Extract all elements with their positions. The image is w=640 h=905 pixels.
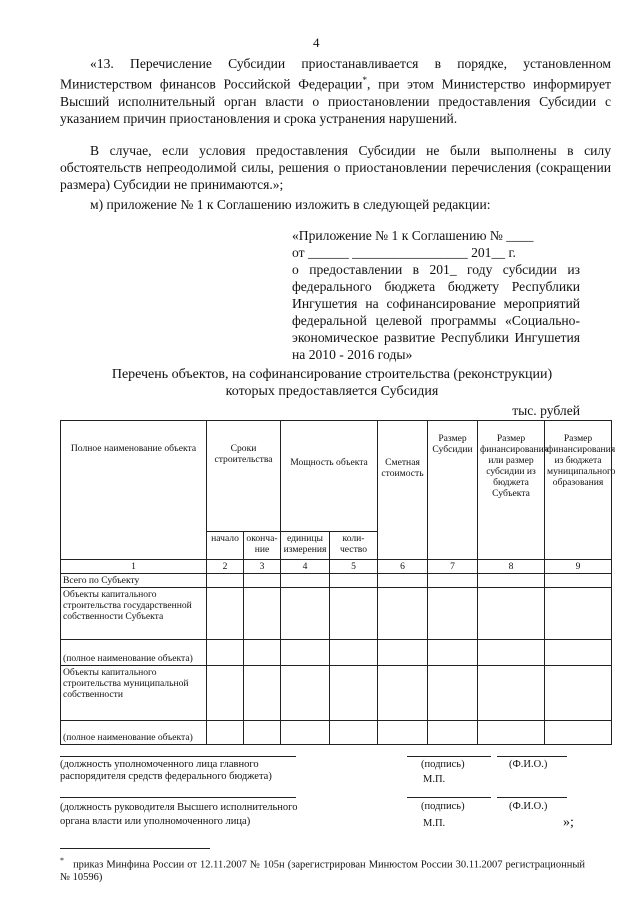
paragraph-m: м) приложение № 1 к Соглашению изложить в следующей редакции:	[90, 197, 491, 212]
table-row	[61, 640, 612, 666]
column-number: 5	[330, 560, 378, 574]
footnote-separator	[60, 848, 210, 849]
signature-sign-1: (подпись)	[421, 759, 465, 770]
footnote-mark: *	[362, 75, 367, 85]
table-title: Перечень объектов, на софинансирование строительства (реконструкции) которых предоставляется Субсидия	[111, 367, 553, 399]
signature-line-sign-2	[407, 797, 491, 798]
table-row	[61, 666, 612, 721]
header-cost: Сметная стоимость	[378, 421, 428, 560]
header-capacity: Мощность объекта	[281, 421, 378, 532]
footnote-text: приказ Минфина России от 12.11.2007 № 105н (зарегистрирован Минюстом России 30.11.2007 регистрационный № 10596)	[60, 859, 586, 883]
header-fin-municipal: Размер финансирования из бюджета муниципального образования	[545, 421, 612, 560]
column-numbers-row	[61, 560, 612, 574]
closing-quote: »;	[563, 815, 574, 830]
row-municipal-objects-label: Объекты капитального строительства муниципальной собственности	[61, 666, 207, 721]
appendix-line-1: «Приложение № 1 к Соглашению № ____	[292, 228, 534, 243]
column-number: 9	[545, 560, 612, 574]
appendix-line-3: о предоставлении в 201_ году субсидии из федерального бюджета бюджету Республики Ингушетия на софинансирование мероприятий федеральной целевой программы «Социально-экономическое развитие Республики Ингушетия на 2010 - 2016 годы»	[292, 262, 580, 362]
stamp-place-1: М.П.	[423, 774, 446, 785]
header-fin-subject: Размер финансирования или размер субсидии из бюджета Субъекта	[478, 421, 545, 560]
header-name: Полное наименование объекта	[61, 421, 207, 560]
header-unit: единицы измерения	[281, 532, 330, 560]
signature-position-2: (должность руководителя Высшего исполнительного органа власти или уполномоченного лица)	[60, 802, 298, 827]
row-object-name-1: (полное наименование объекта)	[61, 640, 207, 666]
row-total-label: Всего по Субъекту	[61, 574, 207, 588]
signature-line-position-1	[60, 756, 296, 757]
signature-sign-2: (подпись)	[421, 801, 465, 812]
column-number: 3	[244, 560, 281, 574]
header-qty: коли-чество	[330, 532, 378, 560]
column-number: 7	[428, 560, 478, 574]
header-terms: Сроки строительства	[207, 421, 281, 532]
footnote-mark-bottom: *	[60, 856, 64, 865]
header-start: начало	[207, 532, 244, 560]
row-object-name-2: (полное наименование объекта)	[61, 721, 207, 745]
objects-table	[60, 420, 616, 745]
column-number: 6	[378, 560, 428, 574]
signature-line-fio-1	[497, 756, 567, 757]
header-end: оконча-ние	[244, 532, 281, 560]
header-subsidy-size: Размер Субсидии	[428, 421, 478, 560]
page-number: 4	[313, 35, 320, 50]
table-row	[61, 721, 612, 745]
signature-position-1: (должность уполномоченного лица главного распорядителя средств федерального бюджета)	[60, 759, 272, 782]
paragraph-13-text-b: , при этом Министерство информирует Высший исполнительный орган власти о приостановлении предоставления Субсидии с указанием причин приостановления и срока устранения нарушений.	[60, 76, 611, 126]
signature-fio-2: (Ф.И.О.)	[509, 801, 548, 812]
row-state-objects-label: Объекты капитального строительства государственной собственности Субъекта	[61, 588, 207, 640]
stamp-place-2: М.П.	[423, 818, 446, 829]
table-row	[61, 574, 612, 588]
footnote	[60, 855, 585, 884]
column-number: 8	[478, 560, 545, 574]
signature-fio-1: (Ф.И.О.)	[509, 759, 548, 770]
column-number: 1	[61, 560, 207, 574]
table-row	[61, 588, 612, 640]
paragraph-13	[60, 55, 611, 127]
units-label: тыс. рублей	[512, 403, 580, 418]
signature-line-sign-1	[407, 756, 491, 757]
column-number: 2	[207, 560, 244, 574]
column-number: 4	[281, 560, 330, 574]
appendix-header	[292, 227, 580, 363]
signature-line-position-2	[60, 797, 296, 798]
signature-line-fio-2	[497, 797, 567, 798]
paragraph-13-text-a: «13. Перечисление Субсидии приостанавливается в порядке, установленном Министерством финансов Российской Федерации	[60, 56, 611, 92]
appendix-line-2: от ______ _________________ 201__ г.	[292, 245, 516, 260]
paragraph-force-majeure: В случае, если условия предоставления Субсидии не были выполнены в силу обстоятельств непреодолимой силы, решения о приостановлении перечисления (сокращении размера) Субсидии не принимаются.»;	[60, 143, 611, 192]
